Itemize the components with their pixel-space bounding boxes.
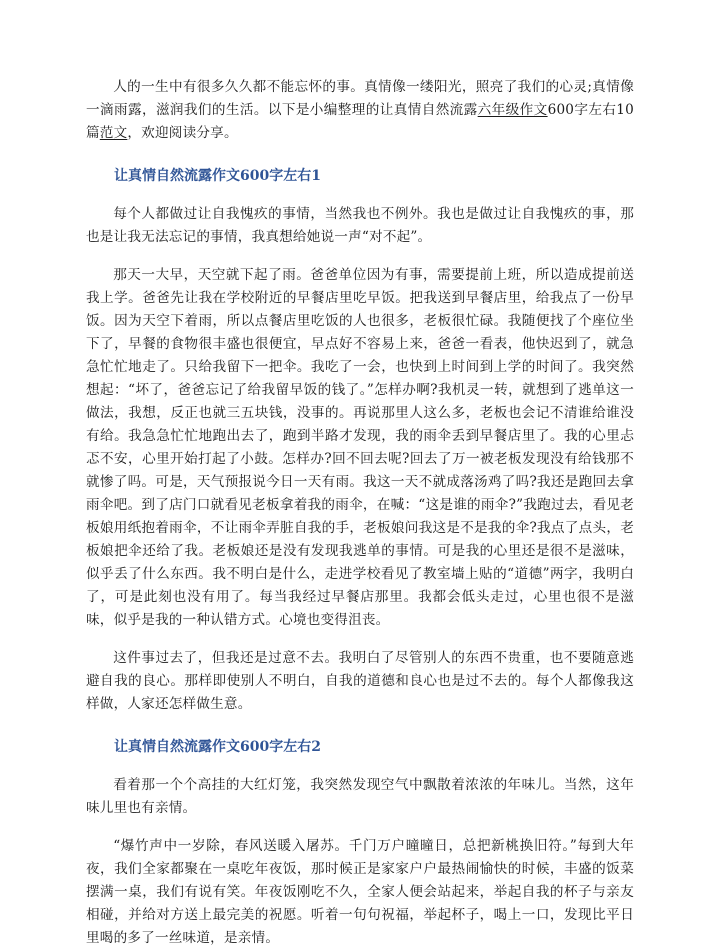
intro-text-1: 人的一生中有很多久久都不能忘怀的事。真情像一缕阳光，照亮了我们的心灵;真情像一滴雨露，滋润我们的生活。以下是小编整理的让真情自然流露 <box>86 79 634 118</box>
section-1-paragraph-3: 这件事过去了，但我还是过意不去。我明白了尽管别人的东西不贵重，也不要随意逃避自我的良心。那样即使别人不明白，自我的道德和良心也是过不去的。每个人都像我这样做，人家还怎样做生意。 <box>86 650 634 712</box>
intro-text-2: 600字左右10篇 <box>86 102 635 141</box>
sample-essay-link[interactable]: 范文 <box>99 125 128 141</box>
section-2-paragraph-2: “爆竹声中一岁除，春风送暖入屠苏。千门万户曈曈日，总把新桃换旧符。”每到大年夜，我们全家都聚在一桌吃年夜饭，那时候正是家家户户最热闹愉快的时候，丰盛的饭菜摆满一桌，我们有说有笑。年夜饭刚吃不久，全家人便会站起来，举起自我的杯子与亲友相碰，并给对方送上最完美的祝愿。听着一句句祝福，举起杯子，喝上一口，发现比平日里喝的多了一丝味道，是亲情。 <box>86 838 634 946</box>
section-1-heading: 让真情自然流露作文600字左右1 <box>114 168 321 184</box>
section-2 <box>86 736 634 950</box>
intro-text-3: ，欢迎阅读分享。 <box>127 125 238 141</box>
section-1-paragraph-2: 那天一大早，天空就下起了雨。爸爸单位因为有事，需要提前上班，所以造成提前送我上学。爸爸先让我在学校附近的早餐店里吃早饭。把我送到早餐店里，给我点了一份早饭。因为天空下着雨，所以点餐店里吃饭的人也很多，老板很忙碌。我随便找了个座位坐下了，早餐的食物很丰盛也很便宜，早点好不容易上来，爸爸一看表，他快迟到了，就急急忙忙地走了。只给我留下一把伞。我吃了一会，也快到上时间到上学的时间了。我突然想起：“坏了，爸爸忘记了给我留早饭的钱了。”怎样办啊?我机灵一转，就想到了逃单这一做法，我想，反正也就三五块钱，没事的。再说那里人这么多，老板也会记不清谁给谁没有给。我急急忙忙地跑出去了，跑到半路才发现，我的雨伞丢到早餐店里了。我的心里忐忑不安，心里开始打起了小鼓。怎样办?回不回去呢?回去了万一被老板发现没有给钱那不就惨了吗。可是，天气预报说今日一天有雨。我这一天不就成落汤鸡了吗?我还是跑回去拿雨伞吧。到了店门口就看见老板拿着我的雨伞，在喊：“这是谁的雨伞?”我跑过去，看见老板娘用纸抱着雨伞，不让雨伞弄脏自我的手，老板娘问我这是不是我的伞?我点了点头，老板娘把伞还给了我。老板娘还是没有发现我逃单的事情。可是我的心里还是很不是滋味，似乎丢了什么东西。我不明白是什么，走进学校看见了教室墙上贴的“道德”两字，我明白了，可是此刻也没有用了。每当我经过早餐店那里。我都会低头走过，心里也很不是滋味，似乎是我的一种认错方式。心境也变得沮丧。 <box>86 267 634 628</box>
section-1 <box>86 165 634 716</box>
grade-six-essay-link[interactable]: 六年级作文 <box>477 102 548 118</box>
section-2-heading: 让真情自然流露作文600字左右2 <box>114 739 321 755</box>
section-2-paragraph-1: 看着那一个个高挂的大红灯笼，我突然发现空气中飘散着浓浓的年味儿。当然，这年味儿里也有亲情。 <box>86 777 634 816</box>
section-1-paragraph-1: 每个人都做过让自我愧疚的事情，当然我也不例外。我也是做过让自我愧疚的事，那也是让我无法忘记的事情，我真想给她说一声“对不起”。 <box>86 206 634 245</box>
intro-paragraph <box>86 76 634 145</box>
